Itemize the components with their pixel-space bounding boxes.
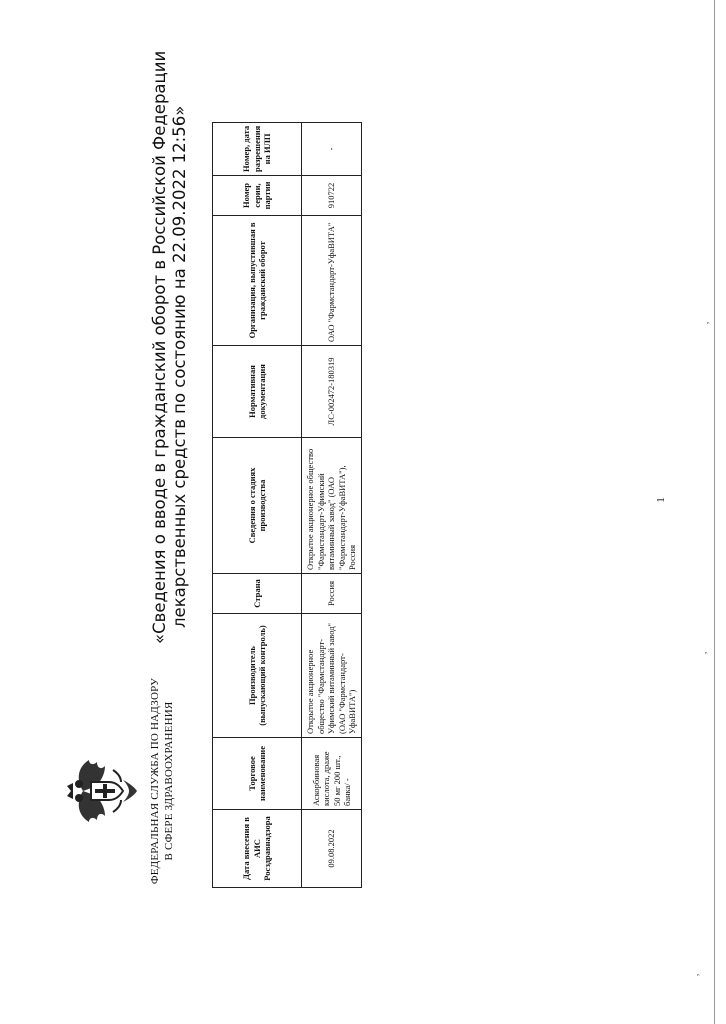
agency-line-1: ФЕДЕРАЛЬНАЯ СЛУЖБА ПО НАДЗОРУ <box>149 677 161 885</box>
cell-batch: 910722 <box>302 176 362 216</box>
header-trade-name: Торговое наименование <box>213 738 302 810</box>
cell-date: 09.08.2022 <box>302 810 362 888</box>
title-line-1: «Сведения о вводе в гражданский оборот в Российской Федерации <box>150 50 169 644</box>
cell-country: Россия <box>302 574 362 614</box>
header-date: Дата внесения в АИС Росздравнадзора <box>213 810 302 888</box>
registry-table <box>212 122 362 888</box>
cell-permit: - <box>302 122 362 175</box>
header-batch: Номер серии, партии <box>213 176 302 216</box>
page-number: 1 <box>655 497 667 503</box>
cell-manufacturer: Открытое акционерное общество "Фармстандарт-Уфимский витаминный завод" (ОАО "Фармстандарт-УфаВИТА") <box>302 614 362 738</box>
emblem-icon <box>65 756 140 826</box>
header-organization: Организация, выпустившая в гражданский оборот <box>213 216 302 346</box>
cell-trade-name: Аскорбиновая кислота, драже 50 мг 200 шт., банка/ - <box>302 738 362 810</box>
header-norm-doc: Нормативная документация <box>213 346 302 438</box>
header-permit: Номер, дата разрешения на ИЛП <box>213 122 302 175</box>
agency-name <box>148 676 176 886</box>
scan-speck: , <box>698 651 708 654</box>
scan-speck: , <box>690 973 700 976</box>
header-stages: Сведения о стадиях производства <box>213 438 302 574</box>
title-line-2: лекарственных средств по состоянию на 22.09.2022 12:56» <box>170 105 189 628</box>
cell-norm-doc: ЛС-002472-180319 <box>302 346 362 438</box>
header-country: Страна <box>213 574 302 614</box>
header-manufacturer: Производитель (выпускающий контроль) <box>213 614 302 738</box>
document-title <box>150 50 190 644</box>
cell-stages: Открытое акционерное общество "Фармстандарт-Уфимский витаминный завод" (ОАО "Фармстандарт-УфаВИТА"), Россия <box>302 438 362 574</box>
table-row <box>302 122 362 887</box>
scan-speck: , <box>700 321 710 324</box>
cell-organization: ОАО "Фармстандарт-УфаВИТА" <box>302 216 362 346</box>
scan-edge-line <box>714 0 715 1024</box>
agency-line-2: В СФЕРЕ ЗДРАВООХРАНЕНИЯ <box>163 701 175 861</box>
table-header-row <box>213 122 302 887</box>
